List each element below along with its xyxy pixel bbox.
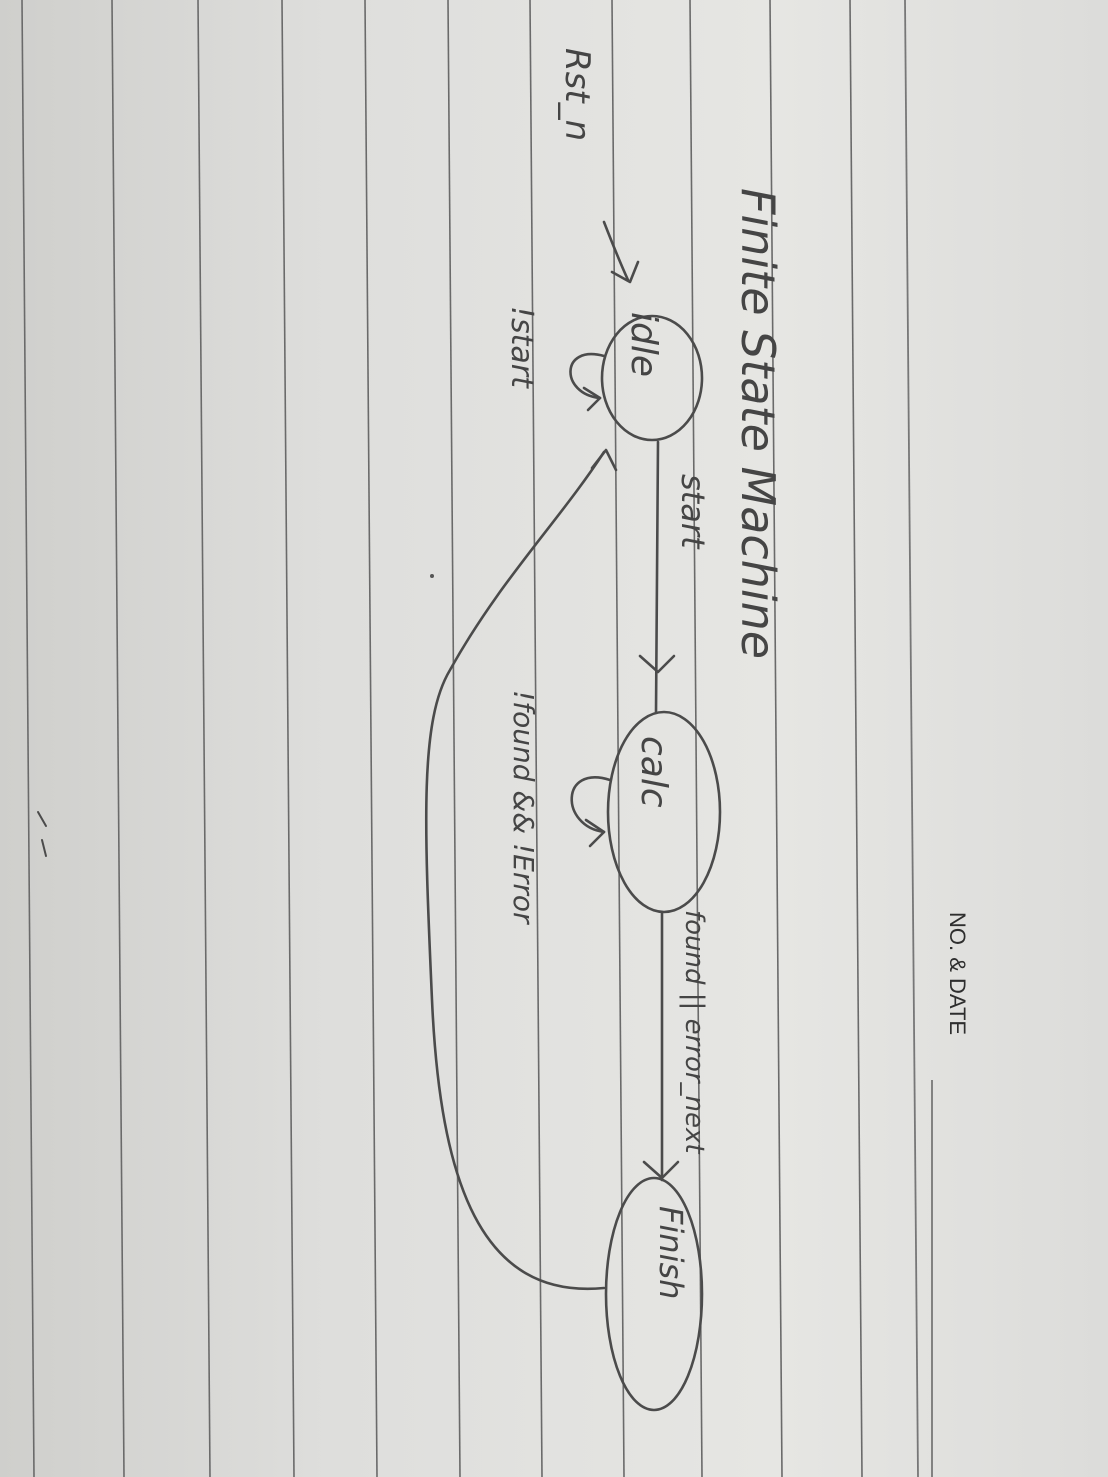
- loop-idle-label: !start: [504, 306, 539, 388]
- transition-calc-finish: [644, 912, 678, 1180]
- reset-arrow: [604, 222, 638, 282]
- transition-idle-calc-label: start: [674, 474, 712, 549]
- state-calc-label: calc: [633, 736, 674, 808]
- reset-label: Rst_n: [557, 48, 597, 142]
- loop-calc: [572, 777, 610, 846]
- transition-idle-calc: [640, 442, 674, 712]
- diagram-title: Finite State Machine: [731, 188, 785, 660]
- loop-idle: [570, 354, 604, 410]
- loop-calc-label: !found && !Error: [507, 690, 540, 924]
- stray-dot: [430, 574, 434, 578]
- state-idle-label: idle: [623, 312, 664, 378]
- no-date-label: NO. & DATE: [945, 912, 970, 1036]
- state-finish-label: Finish: [652, 1206, 690, 1300]
- transition-calc-finish-label: found || error_next: [679, 910, 709, 1154]
- stray-mark: [38, 812, 46, 856]
